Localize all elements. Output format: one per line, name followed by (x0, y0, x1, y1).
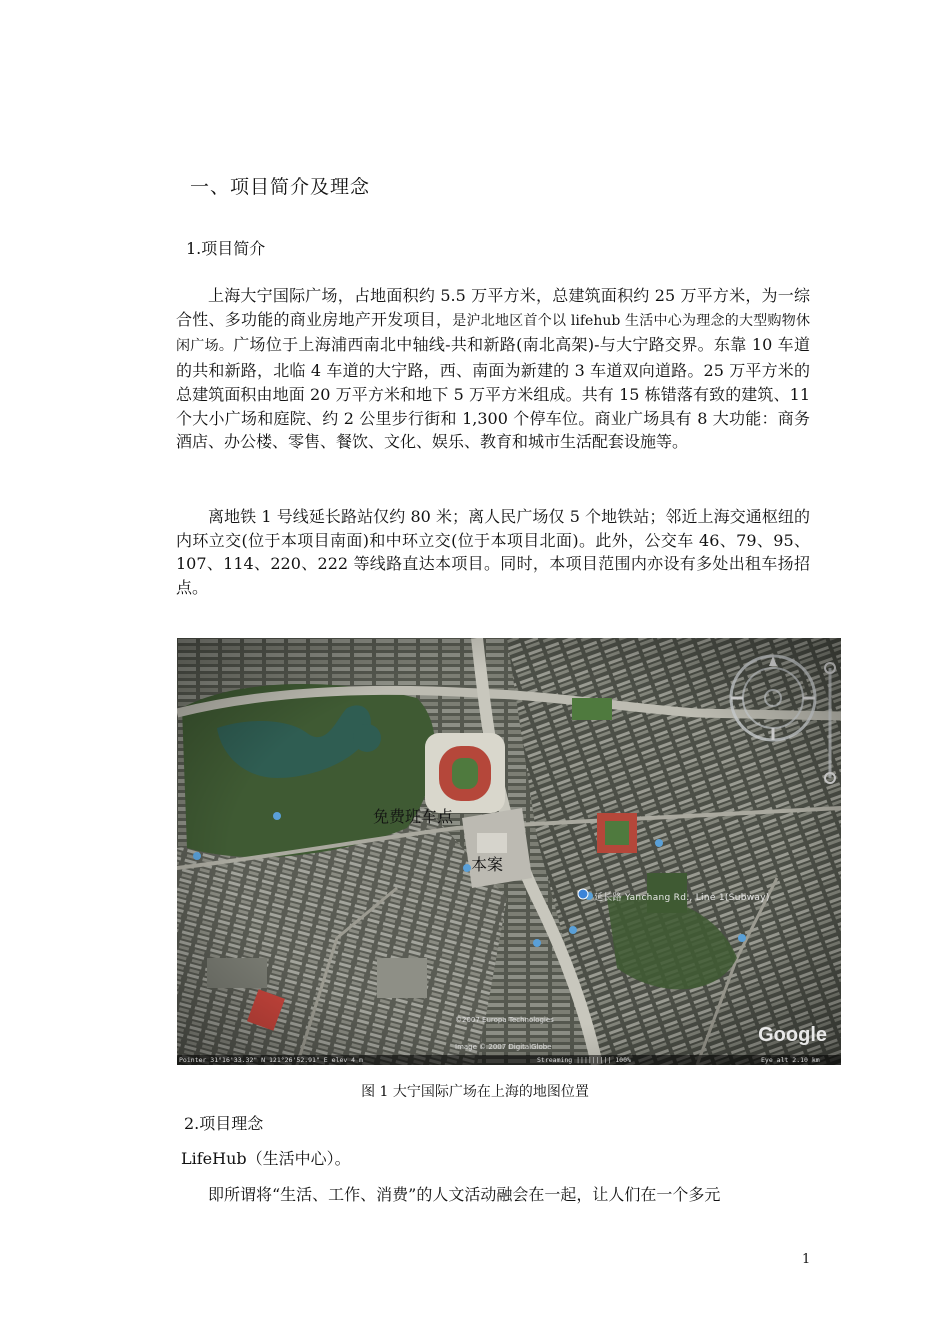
subsection-title-concept: 2.项目理念 (184, 1114, 264, 1133)
paragraph-intro-small: 是沪北地区首个以 lifehub 生活中心为理念的大型购物休闲广场。 (176, 312, 810, 355)
paragraph-lifehub: LifeHub（生活中心）。 (181, 1149, 351, 1168)
status-streaming: Streaming ||||||||| 100% (537, 1056, 631, 1064)
paragraph-intro-part-b: 广场位于上海浦西南北中轴线-共和新路(南北高架)-与大宁路交界。东靠 10 车道的共和新路，北临 4 车道的大宁路，西、南面为新建的 3 车道双向道路。25 万平方米的总建筑面积由地面 20 万平方米和地下 5 万平方米组成。共有 15 栋错落有致的建筑、11 个大小广场和庭院、约 2 公里步行街和 1,300 个停车位。商业广场具有 8 大功能：商务酒店、办公楼、零售、餐饮、文化、娱乐、教育和城市生活配套设施等。 (176, 335, 810, 452)
paragraph-transport: 离地铁 1 号线延长路站仅约 80 米；离人民广场仅 5 个地铁站；邻近上海交通枢纽的内环立交(位于本项目南面)和中环立交(位于本项目北面)。此外，公交车 46、79、95、107、114、220、222 等线路直达本项目。同时，本项目范围内亦设有多处出租车扬招点。 (176, 507, 810, 598)
status-eye-alt: Eye alt 2.10 km (761, 1056, 820, 1064)
paragraph-intro (176, 284, 810, 454)
page-number: 1 (802, 1252, 811, 1267)
status-pointer: Pointer 31°16'33.32" N 121°26'52.91" E elev 4 m (179, 1056, 363, 1064)
section-title: 一、项目简介及理念 (190, 176, 371, 198)
label-shuttle-stop: 免费班车点 (373, 807, 454, 826)
satellite-map (177, 638, 841, 1065)
label-project: 本案 (471, 855, 504, 874)
map-copyright-digitalglobe: Image © 2007 DigitalGlobe (455, 1043, 552, 1051)
paragraph-intro-part-a: 上海大宁国际广场，占地面积约 5.5 万平方米，总建筑面积约 25 万平方米，为一综合性、多功能的商业房地产开发项目， (176, 286, 810, 329)
google-logo: Google (758, 1024, 827, 1046)
satellite-map-image (177, 638, 841, 1065)
label-street: 延长路 Yanchang Rd., Line 1(Subway) (594, 893, 770, 903)
map-copyright-europa: ©2007 Europa Technologies (455, 1016, 554, 1024)
map-status-bar (177, 1055, 841, 1065)
subsection-title-intro: 1.项目简介 (186, 239, 266, 258)
paragraph-concept: 即所谓将“生活、工作、消费”的人文活动融会在一起，让人们在一个多元 (208, 1185, 721, 1204)
figure-caption: 图 1 大宁国际广场在上海的地图位置 (361, 1084, 589, 1100)
